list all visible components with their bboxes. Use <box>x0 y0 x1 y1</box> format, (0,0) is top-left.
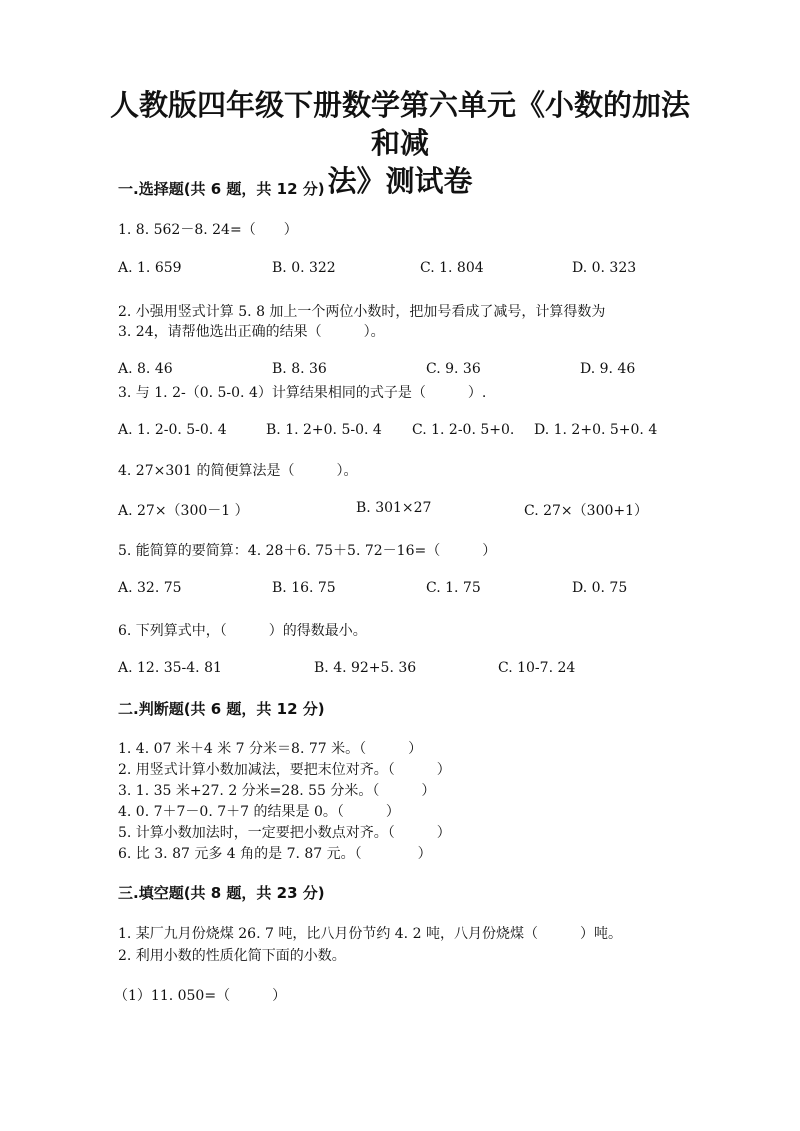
question-3-option-d: D. 1. 2+0. 5+0. 4 <box>534 422 658 438</box>
judgement-item-1: 1. 4. 07 米＋4 米 7 分米＝8. 77 米。（ ） <box>118 741 423 757</box>
page-title-line-1: 人教版四年级下册数学第六单元《小数的加法和减 <box>109 88 690 160</box>
fill-item-2-sub-1: （1）11. 050=（ ） <box>114 988 287 1004</box>
question-6-option-c: C. 10-7. 24 <box>498 660 576 676</box>
judgement-item-2: 2. 用竖式计算小数加减法，要把末位对齐。（ ） <box>118 762 451 778</box>
judgement-item-6: 6. 比 3. 87 元多 4 角的是 7. 87 元。（ ） <box>118 846 432 862</box>
question-5-option-b: B. 16. 75 <box>272 580 336 596</box>
question-6-stem: 6. 下列算式中，（ ）的得数最小。 <box>118 623 367 639</box>
judgement-item-5: 5. 计算小数加法时，一定要把小数点对齐。（ ） <box>118 825 451 841</box>
question-3-option-b: B. 1. 2+0. 5-0. 4 <box>266 422 382 438</box>
question-2-option-a: A. 8. 46 <box>118 361 173 377</box>
question-6-option-b: B. 4. 92+5. 36 <box>314 660 417 676</box>
question-2-option-d: D. 9. 46 <box>580 361 636 377</box>
question-1-option-c: C. 1. 804 <box>420 260 484 276</box>
question-3-stem: 3. 与 1. 2-（0. 5-0. 4）计算结果相同的式子是（ ）. <box>118 385 487 401</box>
question-5-option-d: D. 0. 75 <box>572 580 628 596</box>
question-5-option-c: C. 1. 75 <box>426 580 481 596</box>
question-2-stem-line-2: 3. 24，请帮他选出正确的结果（ ）。 <box>118 324 385 340</box>
fill-item-1: 1. 某厂九月份烧煤 26. 7 吨，比八月份节约 4. 2 吨，八月份烧煤（ ）吨。 <box>118 926 622 942</box>
question-2-option-c: C. 9. 36 <box>426 361 481 377</box>
question-2-stem-line-1: 2. 小强用竖式计算 5. 8 加上一个两位小数时，把加号看成了减号，计算得数为 <box>118 304 606 320</box>
judgement-item-3: 3. 1. 35 米+27. 2 分米=28. 55 分米。（ ） <box>118 783 436 799</box>
question-1-option-d: D. 0. 323 <box>572 260 637 276</box>
question-1-stem: 1. 8. 562－8. 24=（ ） <box>118 222 298 238</box>
page-title-line-2: 法》测试卷 <box>327 164 473 198</box>
question-5-option-a: A. 32. 75 <box>118 580 182 596</box>
question-3-option-a: A. 1. 2-0. 5-0. 4 <box>118 422 227 438</box>
question-4-stem: 4. 27×301 的简便算法是（ ）。 <box>118 463 358 479</box>
question-4-option-b: B. 301×27 <box>356 500 432 516</box>
question-2-option-b: B. 8. 36 <box>272 361 327 377</box>
question-4-option-a: A. 27×（300－1 ） <box>118 503 249 519</box>
question-4-option-c: C. 27×（300+1） <box>524 503 649 519</box>
question-5-stem: 5. 能简算的要简算：4. 28＋6. 75＋5. 72－16=（ ） <box>118 543 497 559</box>
question-1-option-a: A. 1. 659 <box>118 260 182 276</box>
question-6-option-a: A. 12. 35-4. 81 <box>118 660 222 676</box>
question-1-option-b: B. 0. 322 <box>272 260 336 276</box>
section-heading-true-false: 二.判断题(共 6 题，共 12 分) <box>118 700 325 718</box>
judgement-item-4: 4. 0. 7＋7－0. 7＋7 的结果是 0。（ ） <box>118 804 400 820</box>
question-3-option-c: C. 1. 2-0. 5+0. <box>412 422 515 438</box>
fill-item-2: 2. 利用小数的性质化简下面的小数。 <box>118 948 346 964</box>
section-heading-fill-blank: 三.填空题(共 8 题，共 23 分) <box>118 884 325 902</box>
section-heading-choice: 一.选择题(共 6 题，共 12 分) <box>118 180 325 198</box>
